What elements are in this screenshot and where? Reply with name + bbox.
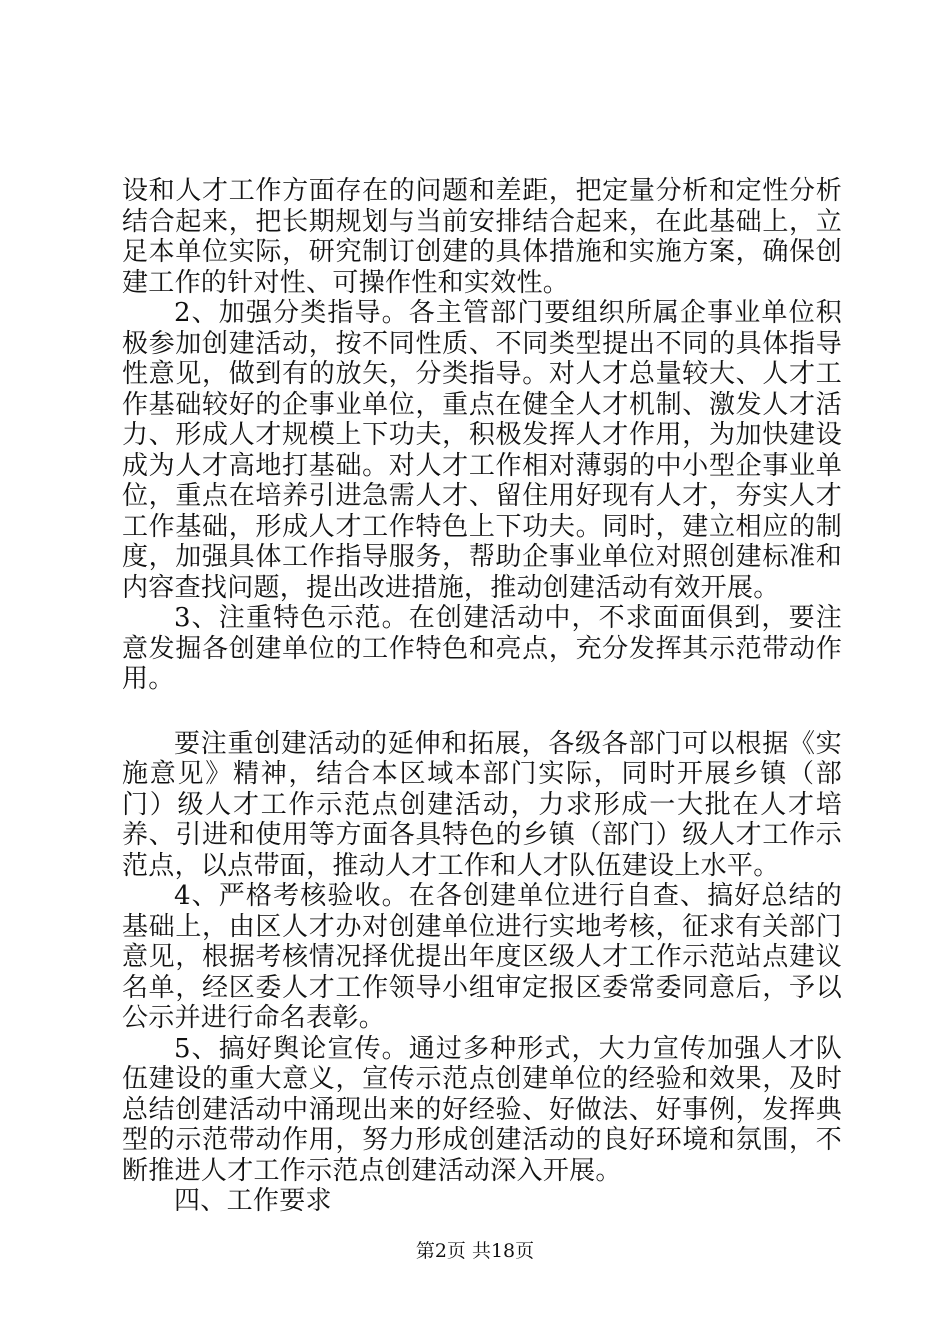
paragraph-feature-demonstration: 3、注重特色示范。在创建活动中，不求面面俱到，要注意发掘各创建单位的工作特色和亮点，充分发挥其示范带动作用。 <box>122 603 842 694</box>
document-body <box>122 176 842 1217</box>
page-number-footer: 第2页 共18页 <box>415 1240 535 1262</box>
section-heading-work-requirements: 四、工作要求 <box>174 1186 332 1216</box>
paragraph-assessment: 4、严格考核验收。在各创建单位进行自查、搞好总结的基础上，由区人才办对创建单位进行实地考核，征求有关部门意见，根据考核情况择优提出年度区级人才工作示范站点建议名单，经区委人才工作领导小组审定报区委常委同意后，予以公示并进行命名表彰。 <box>122 881 842 1033</box>
paragraph-continuation: 设和人才工作方面存在的问题和差距，把定量分析和定性分析结合起来，把长期规划与当前安排结合起来，在此基础上，立足本单位实际，研究制订创建的具体措施和实施方案，确保创建工作的针对性、可操作性和实效性。 <box>122 176 842 298</box>
paragraph-extension: 要注重创建活动的延伸和拓展，各级各部门可以根据《实施意见》精神，结合本区域本部门实际，同时开展乡镇（部门）级人才工作示范点创建活动，力求形成一大批在人才培养、引进和使用等方面各具特色的乡镇（部门）级人才工作示范点，以点带面，推动人才工作和人才队伍建设上水平。 <box>122 728 842 881</box>
paragraph-classified-guidance: 2、加强分类指导。各主管部门要组织所属企事业单位积极参加创建活动，按不同性质、不同类型提出不同的具体指导性意见，做到有的放矢，分类指导。对人才总量较大、人才工作基础较好的企事业单位，重点在健全人才机制、激发人才活力、形成人才规模上下功夫，积极发挥人才作用，为加快建设成为人才高地打基础。对人才工作相对薄弱的中小型企事业单位，重点在培养引进急需人才、留住用好现有人才，夯实人才工作基础，形成人才工作特色上下功夫。同时，建立相应的制度，加强具体工作指导服务，帮助企事业单位对照创建标准和内容查找问题，提出改进措施，推动创建活动有效开展。 <box>122 298 842 603</box>
paragraph-publicity: 5、搞好舆论宣传。通过多种形式，大力宣传加强人才队伍建设的重大意义，宣传示范点创建单位的经验和效果，及时总结创建活动中涌现出来的好经验、好做法、好事例，发挥典型的示范带动作用，努力形成创建活动的良好环境和氛围，不断推进人才工作示范点创建活动深入开展。 <box>122 1033 842 1186</box>
